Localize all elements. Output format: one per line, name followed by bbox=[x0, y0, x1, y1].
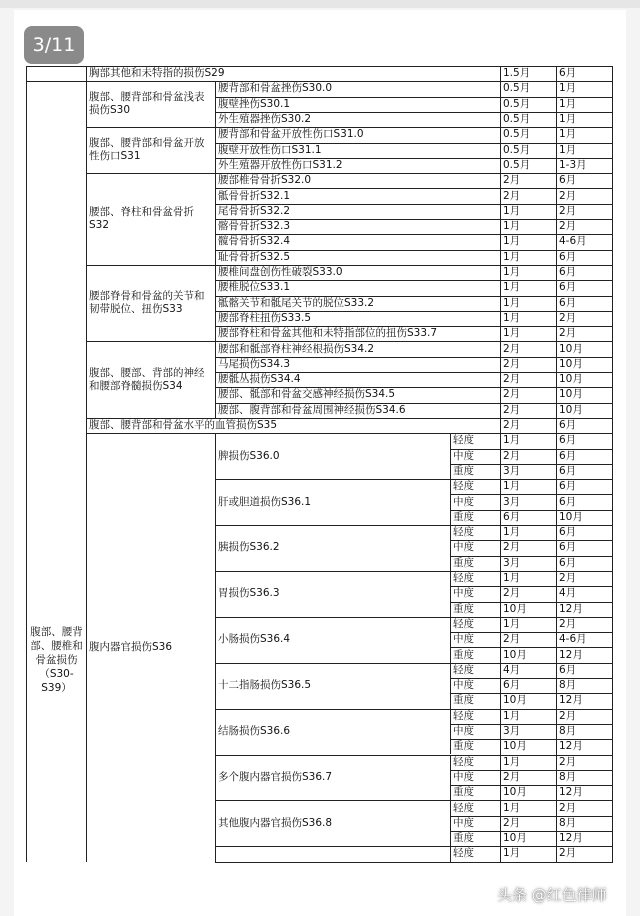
table-row-item-min: 1月 bbox=[503, 235, 521, 248]
table-row-item-max: 10月 bbox=[559, 388, 583, 401]
table-row-item-max: 6月 bbox=[559, 281, 577, 294]
severity-row-min: 3月 bbox=[503, 464, 521, 477]
severity-row-max: 4-6月 bbox=[559, 633, 587, 646]
table-row-item-min: 1月 bbox=[503, 327, 521, 340]
table-row-item-max: 2月 bbox=[559, 220, 577, 233]
severity-row-min: 2月 bbox=[503, 449, 521, 462]
severity-row-min: 2月 bbox=[503, 816, 521, 829]
table-row-item-max: 10月 bbox=[559, 373, 583, 386]
table-row-item-min: 0.5月 bbox=[503, 97, 531, 110]
organ-name: 十二指肠损伤S36.5 bbox=[218, 679, 312, 692]
severity-row-max: 12月 bbox=[559, 694, 583, 707]
organ-name: 胰损伤S36.2 bbox=[218, 541, 280, 554]
top-strip bbox=[0, 0, 640, 8]
table-row-item-min: 1月 bbox=[503, 204, 521, 217]
table-row-item-max: 4-6月 bbox=[559, 235, 587, 248]
table-row-item-name: 外生殖器开放性伤口S31.2 bbox=[218, 158, 343, 171]
severity-level: 轻度 bbox=[453, 617, 474, 630]
severity-row-min: 4月 bbox=[503, 663, 521, 676]
table-row-item-max: 6月 bbox=[559, 266, 577, 279]
severity-row-min: 1月 bbox=[503, 480, 521, 493]
page-counter: 3/11 bbox=[24, 26, 84, 64]
table-row-item-name: 腰部和骶部脊柱神经根损伤S34.2 bbox=[218, 342, 375, 355]
severity-row-max: 6月 bbox=[559, 526, 577, 539]
severity-row-max: 2月 bbox=[559, 755, 577, 768]
organ-name: 胃损伤S36.3 bbox=[218, 587, 280, 600]
severity-level: 中度 bbox=[453, 816, 474, 829]
table-row-item-min: 1月 bbox=[503, 266, 521, 279]
severity-row-max: 6月 bbox=[559, 495, 577, 508]
table-row-item-min: 2月 bbox=[503, 403, 521, 416]
table-row-item-max: 1-3月 bbox=[559, 158, 587, 171]
table-row-item-min: 2月 bbox=[503, 342, 521, 355]
table-row-item-min: 1月 bbox=[503, 281, 521, 294]
severity-level: 重度 bbox=[453, 556, 474, 569]
organ-name: 脾损伤S36.0 bbox=[218, 449, 280, 462]
severity-row-max: 12月 bbox=[559, 648, 583, 661]
severity-row-max: 12月 bbox=[559, 786, 583, 799]
severity-row-max: 4月 bbox=[559, 587, 577, 600]
severity-level: 重度 bbox=[453, 786, 474, 799]
table-row-item-max: 2月 bbox=[559, 327, 577, 340]
row-s35-min: 2月 bbox=[503, 419, 521, 432]
group-title: 腰部、脊柱和骨盆骨折S32 bbox=[89, 206, 194, 231]
severity-level: 轻度 bbox=[453, 847, 474, 860]
table-row-item-name: 腰部、腹背部和骨盆周围神经损伤S34.6 bbox=[218, 403, 406, 416]
severity-row-max: 6月 bbox=[559, 464, 577, 477]
severity-row-max: 12月 bbox=[559, 832, 583, 845]
table-row-item-name: 髂骨骨折S32.3 bbox=[218, 220, 291, 233]
severity-row-max: 12月 bbox=[559, 602, 583, 615]
table-row-item-max: 6月 bbox=[559, 174, 577, 187]
table-row-item-max: 1月 bbox=[559, 143, 577, 156]
table-row-item-max: 10月 bbox=[559, 342, 583, 355]
severity-row-max: 2月 bbox=[559, 617, 577, 630]
severity-row-min: 2月 bbox=[503, 633, 521, 646]
table-row-item-min: 2月 bbox=[503, 189, 521, 202]
row-s29-max: 6月 bbox=[559, 67, 577, 80]
severity-row-min: 10月 bbox=[503, 740, 527, 753]
table-row-item-name: 腹壁挫伤S30.1 bbox=[218, 97, 291, 110]
table-row-item-name: 腰部脊柱扭伤S33.5 bbox=[218, 311, 312, 324]
severity-row-min: 6月 bbox=[503, 679, 521, 692]
table-row-item-max: 1月 bbox=[559, 113, 577, 126]
severity-row-min: 2月 bbox=[503, 770, 521, 783]
severity-level: 轻度 bbox=[453, 572, 474, 585]
severity-row-min: 10月 bbox=[503, 786, 527, 799]
row-s29-min: 1.5月 bbox=[503, 67, 531, 80]
table-row-item-min: 1月 bbox=[503, 220, 521, 233]
severity-row-max: 8月 bbox=[559, 725, 577, 738]
row-s29-name: 胸部其他和未特指的损伤S29 bbox=[89, 67, 225, 80]
severity-row-min: 1月 bbox=[503, 572, 521, 585]
table-row-item-min: 0.5月 bbox=[503, 143, 531, 156]
table-row-item-name: 腰背部和骨盆挫伤S30.0 bbox=[218, 82, 333, 95]
table-row-item-name: 马尾损伤S34.3 bbox=[218, 357, 291, 370]
table-row-item-min: 0.5月 bbox=[503, 158, 531, 171]
table-row-item-name: 腰椎脱位S33.1 bbox=[218, 281, 291, 294]
table-row-item-min: 1月 bbox=[503, 311, 521, 324]
organ-name: 小肠损伤S36.4 bbox=[218, 633, 291, 646]
table-row-item-max: 6月 bbox=[559, 296, 577, 309]
table-row-item-name: 腰部脊柱和骨盆其他和未特指部位的扭伤S33.7 bbox=[218, 327, 438, 340]
severity-level: 重度 bbox=[453, 740, 474, 753]
severity-row-max: 6月 bbox=[559, 541, 577, 554]
severity-row-max: 2月 bbox=[559, 572, 577, 585]
severity-row-min: 1月 bbox=[503, 755, 521, 768]
table-row-item-name: 腰骶丛损伤S34.4 bbox=[218, 373, 301, 386]
severity-level: 中度 bbox=[453, 770, 474, 783]
severity-row-min: 10月 bbox=[503, 832, 527, 845]
table-row-item-max: 2月 bbox=[559, 189, 577, 202]
severity-row-max: 12月 bbox=[559, 740, 583, 753]
severity-row-max: 2月 bbox=[559, 847, 577, 860]
severity-row-max: 8月 bbox=[559, 770, 577, 783]
severity-row-min: 10月 bbox=[503, 602, 527, 615]
severity-row-min: 10月 bbox=[503, 694, 527, 707]
table-row-item-name: 腰背部和骨盆开放性伤口S31.0 bbox=[218, 128, 364, 141]
table-row-item-max: 1月 bbox=[559, 128, 577, 141]
severity-row-max: 2月 bbox=[559, 709, 577, 722]
severity-row-min: 1月 bbox=[503, 617, 521, 630]
severity-row-max: 6月 bbox=[559, 663, 577, 676]
document-page bbox=[14, 10, 626, 916]
chapter-label: 腹部、腰背部、腰椎和骨盆损伤（S30-S39） bbox=[30, 626, 83, 694]
table-row-item-max: 2月 bbox=[559, 311, 577, 324]
table-row-item-min: 2月 bbox=[503, 357, 521, 370]
row-s35-max: 6月 bbox=[559, 419, 577, 432]
organ-name: 肝或胆道损伤S36.1 bbox=[218, 495, 312, 508]
severity-row-min: 1月 bbox=[503, 847, 521, 860]
severity-row-min: 1月 bbox=[503, 526, 521, 539]
severity-row-min: 3月 bbox=[503, 556, 521, 569]
severity-row-min: 3月 bbox=[503, 495, 521, 508]
severity-row-max: 10月 bbox=[559, 510, 583, 523]
table-row-item-name: 骶髂关节和骶尾关节的脱位S33.2 bbox=[218, 296, 375, 309]
severity-level: 重度 bbox=[453, 694, 474, 707]
severity-level: 重度 bbox=[453, 464, 474, 477]
severity-level: 重度 bbox=[453, 602, 474, 615]
severity-row-max: 2月 bbox=[559, 801, 577, 814]
table-row-item-min: 0.5月 bbox=[503, 113, 531, 126]
severity-level: 轻度 bbox=[453, 663, 474, 676]
severity-row-min: 10月 bbox=[503, 648, 527, 661]
severity-row-min: 3月 bbox=[503, 725, 521, 738]
table-row-item-min: 1月 bbox=[503, 250, 521, 263]
organ-name: 其他腹内器官损伤S36.8 bbox=[218, 816, 333, 829]
table-row-item-name: 骶骨骨折S32.1 bbox=[218, 189, 291, 202]
table-row-item-min: 2月 bbox=[503, 373, 521, 386]
severity-row-min: 1月 bbox=[503, 709, 521, 722]
table-row-item-name: 腰椎间盘创伤性破裂S33.0 bbox=[218, 266, 343, 279]
table-row-item-min: 0.5月 bbox=[503, 82, 531, 95]
group-title: 腰部脊骨和骨盆的关节和韧带脱位、扭伤S33 bbox=[89, 290, 205, 316]
organ-group-title: 腹内器官损伤S36 bbox=[89, 640, 173, 653]
table-row-item-name: 髋骨骨折S32.4 bbox=[218, 235, 291, 248]
severity-level: 轻度 bbox=[453, 526, 474, 539]
severity-level: 轻度 bbox=[453, 755, 474, 768]
table-row-item-max: 10月 bbox=[559, 357, 583, 370]
group-title: 腹部、腰部、背部的神经和腰部脊髓损伤S34 bbox=[89, 366, 205, 392]
severity-level: 中度 bbox=[453, 587, 474, 600]
severity-level: 轻度 bbox=[453, 801, 474, 814]
row-s35-name: 腹部、腰背部和骨盆水平的血管损伤S35 bbox=[89, 419, 278, 432]
group-title: 腹部、腰背部和骨盆浅表损伤S30 bbox=[89, 91, 205, 117]
table-row-item-name: 腰部、骶部和骨盆交感神经损伤S34.5 bbox=[218, 388, 396, 401]
table-row-item-max: 6月 bbox=[559, 250, 577, 263]
severity-row-max: 6月 bbox=[559, 556, 577, 569]
severity-level: 中度 bbox=[453, 449, 474, 462]
severity-row-min: 1月 bbox=[503, 801, 521, 814]
table-row-item-max: 1月 bbox=[559, 97, 577, 110]
severity-row-max: 6月 bbox=[559, 434, 577, 447]
table-row-item-min: 2月 bbox=[503, 174, 521, 187]
severity-row-min: 2月 bbox=[503, 587, 521, 600]
table-row-item-min: 2月 bbox=[503, 388, 521, 401]
severity-level: 中度 bbox=[453, 679, 474, 692]
severity-level: 中度 bbox=[453, 541, 474, 554]
severity-level: 重度 bbox=[453, 832, 474, 845]
severity-row-min: 1月 bbox=[503, 434, 521, 447]
table-row-item-max: 10月 bbox=[559, 403, 583, 416]
severity-level: 中度 bbox=[453, 633, 474, 646]
severity-level: 重度 bbox=[453, 510, 474, 523]
group-title: 腹部、腰背部和骨盆开放性伤口S31 bbox=[89, 137, 205, 163]
severity-row-max: 6月 bbox=[559, 449, 577, 462]
table-row-item-min: 0.5月 bbox=[503, 128, 531, 141]
table-row-item-name: 外生殖器挫伤S30.2 bbox=[218, 113, 312, 126]
severity-level: 中度 bbox=[453, 725, 474, 738]
severity-row-min: 6月 bbox=[503, 510, 521, 523]
severity-level: 轻度 bbox=[453, 480, 474, 493]
table-row-item-name: 尾骨骨折S32.2 bbox=[218, 204, 291, 217]
severity-level: 中度 bbox=[453, 495, 474, 508]
table-row-item-name: 腰部椎骨骨折S32.0 bbox=[218, 174, 312, 187]
severity-row-max: 6月 bbox=[559, 480, 577, 493]
organ-name: 多个腹内器官损伤S36.7 bbox=[218, 770, 333, 783]
table-row-item-name: 腹壁开放性伤口S31.1 bbox=[218, 143, 322, 156]
severity-level: 轻度 bbox=[453, 434, 474, 447]
severity-row-max: 8月 bbox=[559, 679, 577, 692]
table-row-item-max: 1月 bbox=[559, 82, 577, 95]
severity-row-min: 2月 bbox=[503, 541, 521, 554]
organ-name: 结肠损伤S36.6 bbox=[218, 725, 291, 738]
severity-row-max: 8月 bbox=[559, 816, 577, 829]
table-row-item-name: 耻骨骨折S32.5 bbox=[218, 250, 291, 263]
table-row-item-min: 1月 bbox=[503, 296, 521, 309]
watermark: 头条 @红色律师 bbox=[497, 886, 607, 904]
table-row-item-max: 2月 bbox=[559, 204, 577, 217]
severity-level: 轻度 bbox=[453, 709, 474, 722]
severity-level: 重度 bbox=[453, 648, 474, 661]
